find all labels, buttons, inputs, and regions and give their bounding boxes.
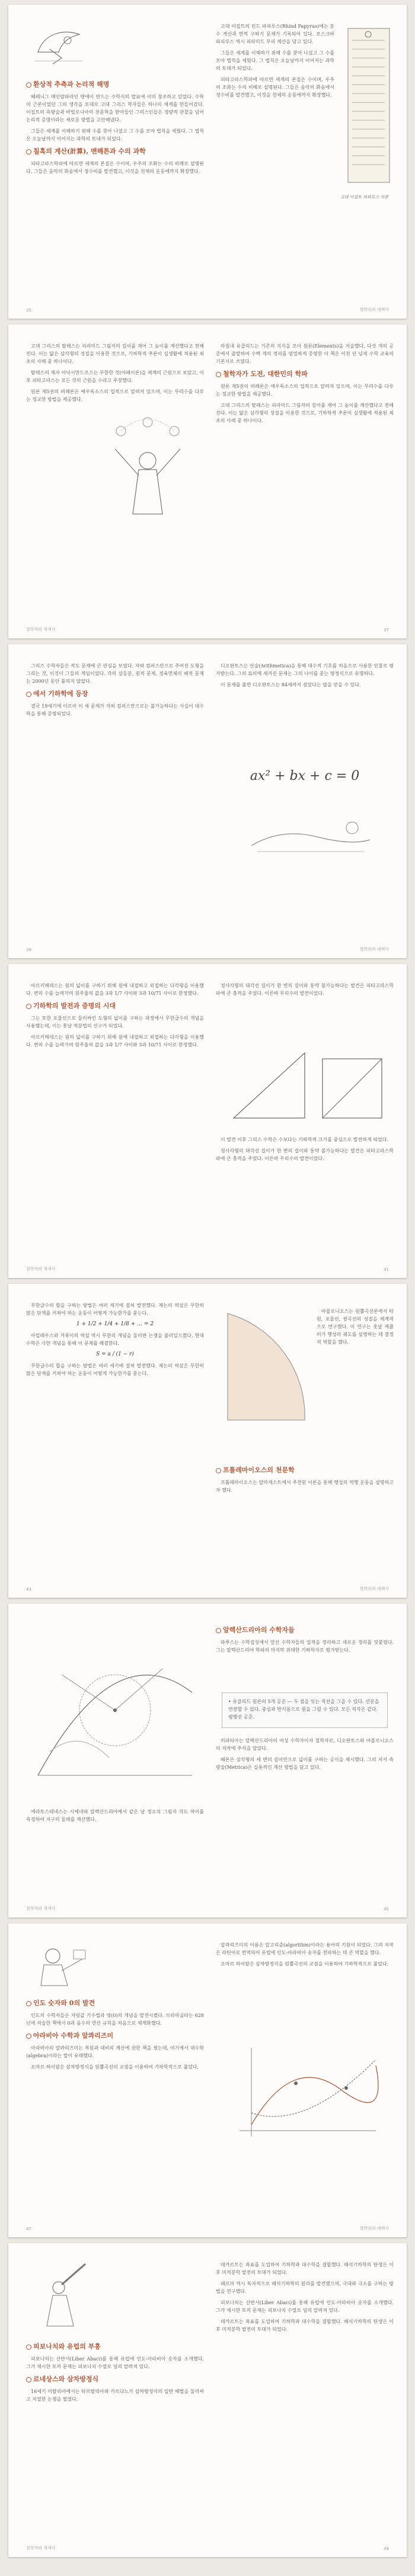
- page-number: 45: [384, 1907, 389, 1912]
- page-7-right-column: [216, 1941, 394, 1971]
- page-4-right-column: [216, 982, 394, 1001]
- page-2-right-column: [216, 342, 394, 428]
- paragraph: 원론 제5권의 비례론은 에우독소스의 업적으로 알려져 있으며, 이는 무리수를 다루는 정교한 방법을 제공했다.: [26, 389, 204, 402]
- paragraph: 아폴로니오스는 원뿔곡선론에서 타원, 포물선, 쌍곡선의 성질을 체계적으로 연구했다. 이 연구는 훗날 케플러가 행성의 궤도를 설명하는 데 결정적 역할을 했다.: [317, 1309, 394, 1345]
- paragraph: 아킬레우스와 거북이의 역설 역시 무한의 개념을 둘러싼 논쟁을 불러일으켰다. 현대 수학은 극한 개념을 통해 이 문제를 해결한다.: [26, 1333, 204, 1346]
- paragraph: 피타고라스학파에 따르면 세계의 본질은 수이며, 우주의 조화는 수의 비례로 설명된다. 그들은 음악의 화음에서 정수비를 발견했고, 이것을 천체의 운동에까지 확장했다.: [26, 161, 204, 174]
- paragraph: 마침내 유클리드는 기존의 지식을 모아 원론(Elements)을 저술했다. 다섯 개의 공준에서 출발하여 수백 개의 정리를 엄밀하게 증명한 이 책은 이천 년 넘게 수학 교육의 기본서로 쓰였다.: [216, 343, 394, 364]
- book-page-7: [8, 1923, 407, 2237]
- page-4-left-column: [26, 982, 204, 1052]
- page-5-right-column-lower: [216, 1462, 394, 1498]
- running-footer: 철학자의 세계사: [26, 627, 56, 632]
- paragraph: 고대 이집트의 린드 파피루스(Rhind Papyrus)에는 분수 계산과 면적 구하기 문제가 기록되어 있다. 모스크바 파피루스 역시 피라미드 부피 계산을 담고 있다.: [216, 24, 334, 44]
- paragraph: 알콰리즈미의 이름은 알고리즘(algorithm)이라는 용어의 기원이 되었다. 그의 저작은 라틴어로 번역되어 유럽에 인도-아라비아 숫자를 전파하는 데 큰 역할을 했다.: [216, 1942, 394, 1955]
- paragraph: 결국 19세기에 이르러 이 세 문제가 자와 컴퍼스만으로는 불가능하다는 사실이 대수학을 통해 증명되었다.: [26, 704, 204, 717]
- running-footer: 철학자의 세계사: [359, 2226, 389, 2231]
- page-number: 37: [384, 628, 389, 632]
- paragraph: 정사각형의 대각선 길이가 한 변의 길이와 통약 불가능하다는 발견은 피타고라스학파에 큰 충격을 주었다. 이른바 무리수의 발견이었다.: [216, 1148, 394, 1161]
- section-heading: 칠흑의 계산(計算), 맨해튼과 수의 과학: [26, 147, 204, 155]
- paragraph: 이 발견 이후 그리스 수학은 수보다는 기하학적 크기를 중심으로 발전하게 되었다.: [221, 1137, 388, 1142]
- geometry-figures-illustration: [228, 1047, 388, 1124]
- page-1-right-column: [216, 23, 334, 102]
- paragraph: 데카르트는 좌표를 도입하여 기하학과 대수학을 결합했다. 해석기하학의 탄생은 이후 미적분학 발전의 토대가 되었다.: [216, 2319, 394, 2332]
- section-heading: 피보나치와 유럽의 부흥: [26, 2343, 204, 2350]
- paragraph: 피보나치는 산반서(Liber Abaci)를 통해 유럽에 인도-아라비아 숫자를 소개했다. 그가 제시한 토끼 문제는 피보나치 수열로 널리 알려져 있다.: [26, 2356, 204, 2369]
- running-footer: 철학자의 세계사: [26, 1267, 56, 1271]
- paragraph: 무한급수의 합을 구하는 방법은 여러 세기에 걸쳐 발전했다. 제논의 역설은 무한히 많은 단계를 거쳐야 하는 운동이 어떻게 가능한가를 묻는다.: [26, 1363, 204, 1376]
- scholar-sketch-illustration: [26, 1935, 91, 1989]
- caption: 고대 이집트 파피루스 사본: [340, 195, 389, 200]
- quarter-circle-diagram: [222, 1308, 311, 1426]
- page-5-right-column: [317, 1308, 394, 1350]
- page-1-left-column: [26, 76, 204, 179]
- note-box: • 유클리드 원론의 5개 공준 — 두 점을 잇는 직선을 그을 수 있다. 선분을 연장할 수 있다. 중심과 반지름으로 원을 그릴 수 있다. 모든 직각은 같다. 평행선 공준.: [222, 1692, 388, 1728]
- paragraph: 고대 그리스의 탈레스는 피라미드 그림자의 길이를 재어 그 높이를 계산했다고 전해진다. 이는 닮은 삼각형의 성질을 이용한 것으로, 기하학적 추론이 실생활에 적용된 최초의 사례 중 하나이다.: [26, 343, 204, 364]
- section-heading: 아라비아 수학과 알콰리즈미: [26, 2032, 204, 2039]
- paragraph: 디오판토스는 산술(Arithmetica)을 통해 대수적 기호를 처음으로 사용한 인물로 평가받는다. 그의 묘비에 새겨진 문제는 그의 나이를 묻는 방정식으로 유명하다.: [216, 663, 394, 676]
- paragraph: 아르키메데스는 원의 넓이를 구하기 위해 원에 내접하고 외접하는 다각형을 이용했다. 변의 수를 늘려가며 원주율의 값을 3과 1/7 사이와 3과 10/71 사이로 한정했다.: [26, 983, 204, 996]
- page-4-right-column-lower: [216, 1136, 394, 1166]
- page-number: 47: [26, 2227, 31, 2231]
- paragraph: 아라비아의 알콰리즈미는 복원과 대비의 계산에 관한 책을 썼는데, 여기에서 대수학(algebra)이라는 말이 유래했다.: [26, 2045, 204, 2058]
- paragraph: 정사각형의 대각선 길이가 한 변의 길이와 통약 불가능하다는 발견은 피타고라스학파에 큰 충격을 주었다. 이른바 무리수의 발견이었다.: [216, 983, 394, 996]
- paragraph: 고대 그리스의 탈레스는 피라미드 그림자의 길이를 재어 그 높이를 계산했다고 전해진다. 이는 닮은 삼각형의 성질을 이용한 것으로, 기하학적 추론이 실생활에 적용된 최초의 사례 중 하나이다.: [216, 403, 394, 423]
- book-page-3: [8, 644, 407, 958]
- astronomical-diagram: [26, 1621, 204, 1799]
- page-number: 39: [26, 947, 31, 952]
- page-5-left-column: [26, 1302, 204, 1381]
- paragraph: 인도의 수학자들은 자릿값 기수법과 영(0)의 개념을 발전시켰다. 브라마굽타는 628년에 저술한 책에서 0과 음수의 연산 규칙을 처음으로 체계화했다.: [26, 2013, 204, 2026]
- page-number: 43: [26, 1587, 31, 1592]
- paragraph: 무한급수의 합을 구하는 방법은 여러 세기에 걸쳐 발전했다. 제논의 역설은 무한히 많은 단계를 거쳐야 하는 운동이 어떻게 가능한가를 묻는다.: [26, 1303, 204, 1316]
- book-page-6: [8, 1604, 407, 1917]
- page-number: 49: [384, 2546, 389, 2551]
- paragraph: 탈레스의 제자 아낙시만드로스는 무한한 것(아페이론)을 세계의 근원으로 보았고, 이후 피타고라스는 모든 것의 근원을 수라고 주장했다.: [26, 370, 204, 383]
- telescope-figure-illustration: [26, 2255, 91, 2332]
- page-6-right-column: [216, 1621, 394, 1658]
- reclining-figure-illustration: [245, 804, 376, 857]
- paragraph: 에라토스테네스는 시에네와 알렉산드리아에서 같은 날 정오의 그림자 각도 차이를 측정하여 지구의 둘레를 계산했다.: [26, 1809, 204, 1822]
- page-3-right-column: [216, 662, 394, 692]
- paragraph: 오마르 하이얌은 삼차방정식을 원뿔곡선의 교점을 이용하여 기하학적으로 풀었다.: [31, 2064, 199, 2070]
- book-page-8: [8, 2243, 407, 2557]
- book-page-4: [8, 964, 407, 1278]
- running-footer: 철학자의 세계사: [359, 1586, 389, 1591]
- book-page-5: [8, 1284, 407, 1598]
- paragraph: 그들은 세계를 이해하기 위해 수를 찾아 나섰고 그 수를 모아 법칙을 세웠다. 그 법칙은 오늘날까지 이어지는 과학의 토대가 되었다.: [216, 50, 334, 71]
- section-heading: 인도 숫자와 0의 발견: [26, 1999, 204, 2007]
- paragraph: 오마르 하이얌은 삼차방정식을 원뿔곡선의 교점을 이용하여 기하학적으로 풀었다.: [221, 1961, 389, 1967]
- running-footer: 철학자의 세계사: [26, 2546, 56, 2551]
- paragraph: 데카르트는 좌표를 도입하여 기하학과 대수학을 결합했다. 해석기하학의 탄생은 이후 미적분학 발전의 토대가 되었다.: [216, 2262, 394, 2275]
- paragraph: 피타고라스학파에 따르면 세계의 본질은 수이며, 우주의 조화는 수의 비례로 설명된다. 그들은 음악의 화음에서 정수비를 발견했고, 이것을 천체의 운동에까지 확장했다.: [216, 77, 334, 98]
- math-formula: 1 + 1/2 + 1/4 + 1/8 + … = 2: [76, 1321, 154, 1327]
- paragraph: 헤레니그 메인랄파라인 맨에이 반드는 수학식의 발표에 이미 창조하고 있었다. 수학의 근본이었던 그의 생각을 토대로 고대 그리스 학자들은 하나의 체계를 만들어갔다. 이집트의 측량술과 바빌로니아의 천문학을 받아들인 그리스인들은 정량적 관찰을 넘어 논리적 증명이라는 새로운 방법을 고안해냈다.: [26, 94, 204, 123]
- paragraph: 피보나치는 산반서(Liber Abaci)를 통해 유럽에 인도-아라비아 숫자를 소개했다. 그가 제시한 토끼 문제는 피보나치 수열로 널리 알려져 있다.: [216, 2300, 394, 2313]
- paragraph: 그들은 세계를 이해하기 위해 수를 찾아 나섰고 그 수를 모아 법칙을 세웠다. 그 법칙은 오늘날까지 이어지는 과학의 토대가 되었다.: [26, 129, 204, 142]
- running-footer: 철학자의 세계사: [359, 307, 389, 312]
- paragraph: 원론 제5권의 비례론은 에우독소스의 업적으로 알려져 있으며, 이는 무리수를 다루는 정교한 방법을 제공했다.: [216, 384, 394, 397]
- book-page-1: [8, 5, 407, 319]
- handwritten-formula: ax² + bx + c = 0: [250, 769, 360, 783]
- paragraph: 16세기 이탈리아에서는 타르탈리아와 카르다노가 삼차방정식의 일반 해법을 둘러싸고 치열한 논쟁을 벌였다.: [26, 2389, 204, 2402]
- juggling-scholar-illustration: [97, 413, 198, 532]
- paragraph: 그는 또한 포물선으로 둘러싸인 도형의 넓이를 구하는 과정에서 무한급수의 개념을 사용했는데, 이는 훗날 적분법의 선구가 되었다.: [26, 1016, 204, 1029]
- paragraph: 헤론은 삼각형의 세 변의 길이만으로 넓이를 구하는 공식을 제시했다. 그의 저서 측량술(Metrica)은 실용적인 계산 방법을 담고 있다.: [216, 1757, 394, 1770]
- paragraph: 아르키메데스는 원의 넓이를 구하기 위해 원에 내접하고 외접하는 다각형을 이용했다. 변의 수를 늘려가며 원주율의 값을 3과 1/7 사이와 3과 10/71 사이로 한정했다.: [26, 1035, 204, 1048]
- section-heading: 프톨레마이오스의 천문학: [216, 1466, 394, 1474]
- page-3-left-column: [26, 662, 204, 721]
- section-heading: 르네상스와 삼차방정식: [26, 2375, 204, 2383]
- paragraph: 히파티아는 알렉산드리아의 여성 수학자이자 철학자로, 디오판토스와 아폴로니오스의 저작에 주석을 달았다.: [216, 1738, 394, 1751]
- page-number: 41: [384, 1267, 389, 1272]
- page-number: 35: [26, 308, 31, 313]
- math-formula: S = a / (1 − r): [96, 1351, 134, 1357]
- section-heading: 알렉산드리아의 수학자들: [216, 1626, 394, 1634]
- section-heading: 기하학의 발전과 증명의 시대: [26, 1002, 204, 1010]
- page-6-left-column: [26, 1808, 204, 1827]
- curve-diagram: [234, 2042, 382, 2143]
- winged-figure-illustration: [26, 17, 91, 70]
- paragraph: 파푸스는 수학집성에서 앞선 수학자들의 업적을 정리하고 새로운 정리를 덧붙였다. 그는 알렉산드리아 학파의 마지막 위대한 기하학자로 평가받는다.: [216, 1640, 394, 1653]
- page-7-left-column: [26, 1994, 204, 2074]
- paragraph: 그리스 수학자들은 작도 문제에 큰 관심을 보였다. 자와 컴퍼스만으로 주어진 도형을 그리는 것, 이것이 그들의 게임이었다. 각의 삼등분, 원적 문제, 정육면체의 배적 문제는 2000년 동안 풀리지 않았다.: [26, 663, 204, 684]
- paragraph: 프톨레마이오스는 알마게스트에서 주전원 이론을 통해 행성의 역행 운동을 설명하고자 했다.: [216, 1480, 394, 1493]
- section-heading: 환상적 추측과 논리적 해명: [26, 81, 204, 88]
- running-footer: 철학자의 세계사: [359, 947, 389, 952]
- egyptian-papyrus-illustration: [343, 23, 394, 188]
- paragraph: 이 문제를 풀면 디오판토스는 84세까지 살았다는 답을 얻을 수 있다.: [221, 682, 361, 688]
- paragraph: 페르마 역시 독자적으로 해석기하학의 원리를 발견했으며, 극대와 극소를 구하는 방법을 연구했다.: [216, 2281, 394, 2294]
- running-footer: 철학자의 세계사: [26, 1906, 56, 1911]
- section-heading: 철학자가 도전, 대한민의 학파: [216, 370, 394, 378]
- page-6-right-column-lower: [216, 1737, 394, 1775]
- page-8-left-column: [26, 2338, 204, 2407]
- book-page-2: [8, 325, 407, 638]
- page-8-right-column: [216, 2261, 394, 2337]
- page-2-left-column: [26, 342, 204, 407]
- section-heading: 에서 기하학에 등장: [26, 690, 204, 698]
